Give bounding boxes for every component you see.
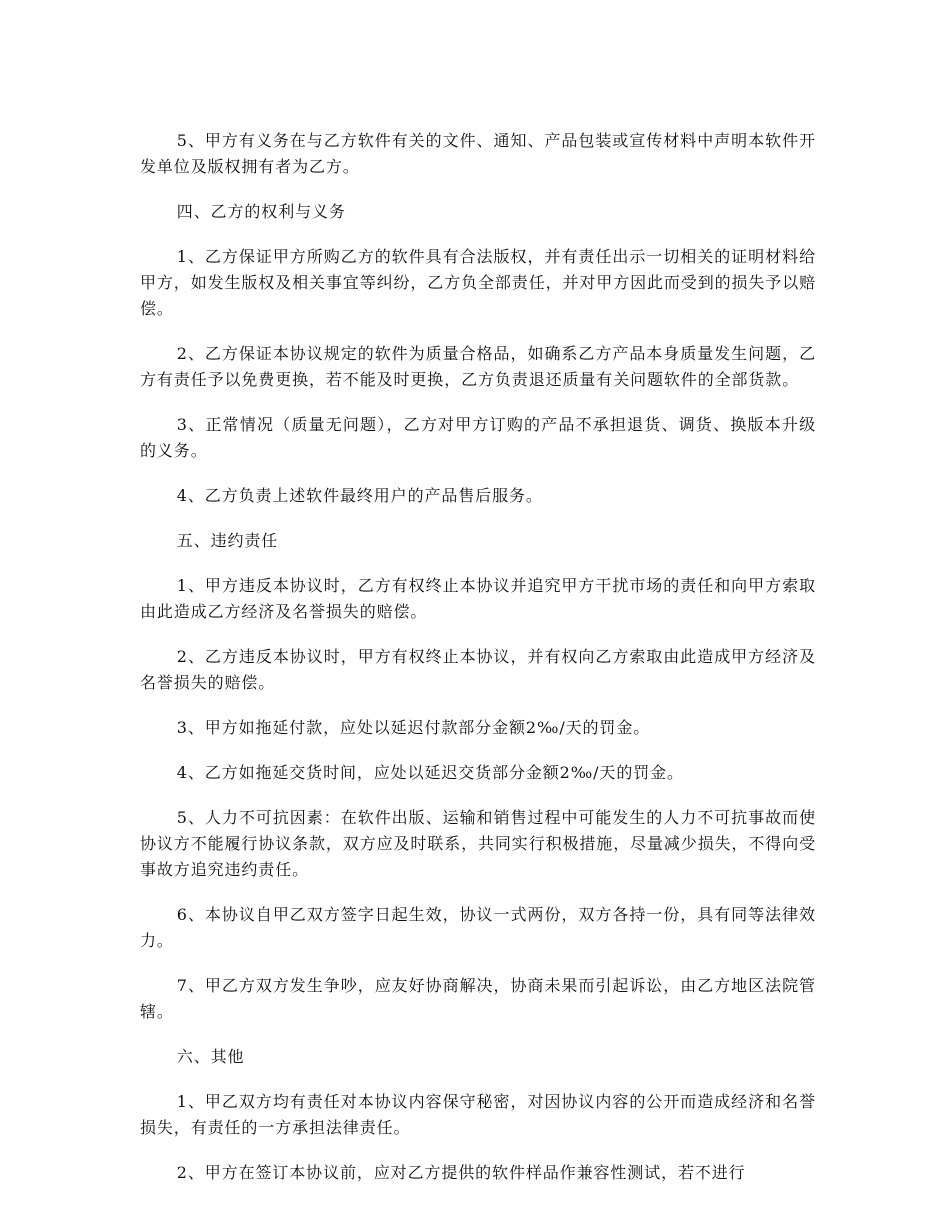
clause-6-1: 1、甲乙双方均有责任对本协议内容保守秘密，对因协议内容的公开而造成经济和名誉损失，有责任的一方承担法律责任。	[140, 1092, 816, 1137]
clause-4-2: 2、乙方保证本协议规定的软件为质量合格品，如确系乙方产品本身质量发生问题，乙方有责任予以免费更换，若不能及时更换，乙方负责退还质量有关问题软件的全部货款。	[140, 344, 816, 389]
clause-5-2: 2、乙方违反本协议时，甲方有权终止本协议，并有权向乙方索取由此造成甲方经济及名誉损失的赔偿。	[140, 647, 816, 692]
document-page	[140, 128, 816, 1205]
clause-3-5: 5、甲方有义务在与乙方软件有关的文件、通知、产品包装或宣传材料中声明本软件开发单位及版权拥有者为乙方。	[140, 131, 816, 176]
clause-4-1: 1、乙方保证甲方所购乙方的软件具有合法版权，并有责任出示一切相关的证明材料给甲方，如发生版权及相关事宜等纠纷，乙方负全部责任，并对甲方因此而受到的损失予以赔偿。	[140, 247, 817, 318]
clause-4-4: 4、乙方负责上述软件最终用户的产品售后服务。	[176, 486, 543, 505]
clause-4-3: 3、正常情况（质量无问题），乙方对甲方订购的产品不承担退货、调货、换版本升级的义务。	[140, 415, 816, 460]
clause-5-6: 6、本协议自甲乙双方签字日起生效，协议一式两份，双方各持一份，具有同等法律效力。	[140, 905, 816, 950]
section-heading-6: 六、其他	[176, 1047, 245, 1066]
clause-6-2: 2、甲方在签订本协议前，应对乙方提供的软件样品作兼容性测试，若不进行	[176, 1163, 746, 1182]
section-heading-5: 五、违约责任	[176, 531, 279, 550]
clause-5-4: 4、乙方如拖延交货时间，应处以延迟交货部分金额2‰/天的罚金。	[176, 763, 684, 782]
clause-5-7: 7、甲乙方双方发生争吵，应友好协商解决，协商未果而引起诉讼，由乙方地区法院管辖。	[140, 976, 816, 1021]
clause-5-3: 3、甲方如拖延付款，应处以延迟付款部分金额2‰/天的罚金。	[176, 718, 651, 737]
section-heading-4: 四、乙方的权利与义务	[176, 202, 346, 221]
clause-5-1: 1、甲方违反本协议时，乙方有权终止本协议并追究甲方干扰市场的责任和向甲方索取由此造成乙方经济及名誉损失的赔偿。	[140, 576, 816, 621]
clause-5-5: 5、人力不可抗因素：在软件出版、运输和销售过程中可能发生的人力不可抗事故而使协议方不能履行协议条款，双方应及时联系，共同实行积极措施，尽量减少损失，不得向受事故方追究违约责任。	[140, 808, 817, 879]
